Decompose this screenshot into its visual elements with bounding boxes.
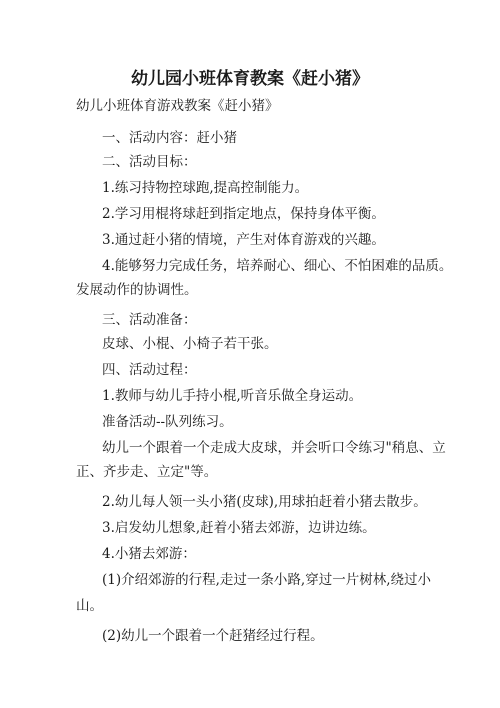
section-heading: 四、活动过程：: [102, 362, 197, 378]
paragraph-line: 正、齐步走、立定"等。: [76, 464, 218, 480]
paragraph-line: (2)幼儿一个跟着一个赶猪经过行程。: [102, 628, 324, 644]
paragraph-line: 4.能够努力完成任务，培养耐心、细心、不怕困难的品质。: [102, 258, 453, 274]
paragraph-line: 1.教师与幼儿手持小棍,听音乐做全身运动。: [102, 388, 363, 404]
paragraph-line: 4.小猪去郊游：: [102, 546, 196, 562]
paragraph-line: 发展动作的协调性。: [76, 282, 198, 298]
section-heading: 二、活动目标：: [102, 154, 197, 170]
paragraph-line: 一、活动内容：赶小猪: [102, 130, 237, 146]
paragraph-line: 幼儿一个跟着一个走成大皮球，并会听口令练习"稍息、立: [102, 440, 446, 456]
paragraph-line: (1)介绍郊游的行程,走过一条小路,穿过一片树林,绕过小: [102, 572, 431, 588]
paragraph-line: 2.学习用棍将球赶到指定地点，保持身体平衡。: [102, 206, 385, 222]
paragraph-line: 幼儿小班体育游戏教案《赶小猪》: [76, 98, 279, 114]
document-title: 幼儿园小班体育教案《赶小猪》: [131, 69, 369, 89]
paragraph-line: 2.幼儿每人领一头小猪(皮球),用球拍赶着小猪去散步。: [102, 494, 427, 510]
paragraph-line: 3.通过赶小猪的情境，产生对体育游戏的兴趣。: [102, 232, 385, 248]
paragraph-line: 皮球、小棍、小椅子若干张。: [102, 336, 278, 352]
paragraph-line: 山。: [76, 598, 103, 614]
paragraph-line: 1.练习持物控球跑,提高控制能力。: [102, 180, 309, 196]
section-heading: 三、活动准备：: [102, 312, 197, 328]
paragraph-line: 3.启发幼儿想象,赶着小猪去郊游，边讲边练。: [102, 520, 376, 536]
paragraph-line: 准备活动--队列练习。: [102, 414, 233, 430]
